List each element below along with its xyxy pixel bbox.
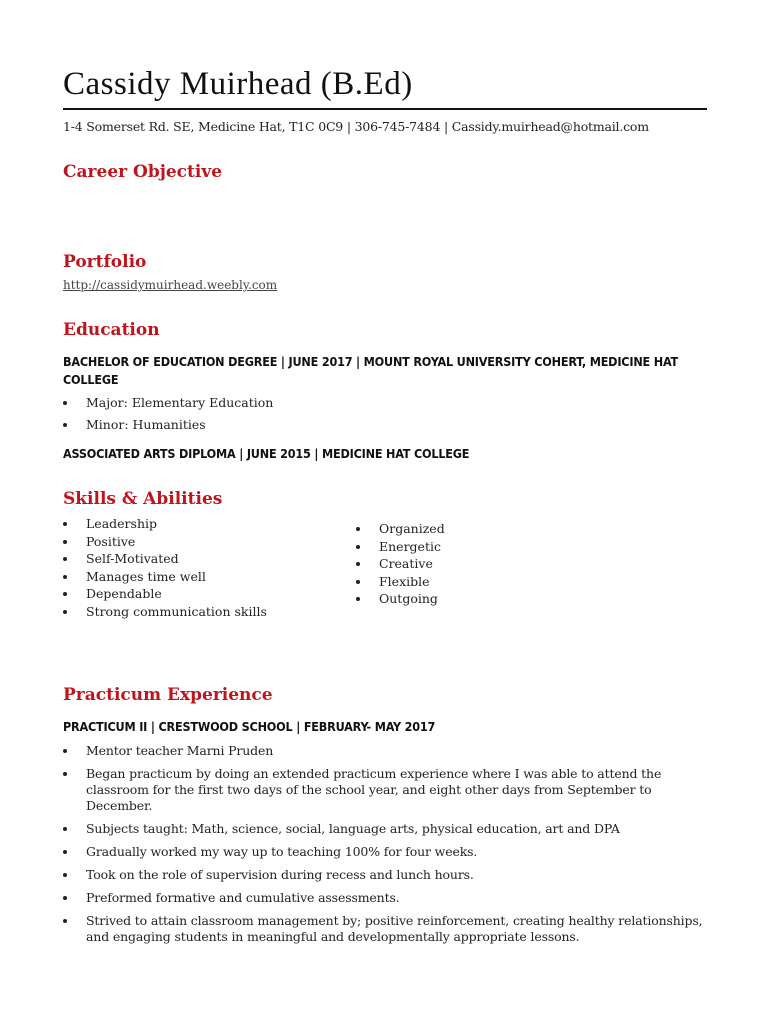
list-item: Outgoing (356, 590, 445, 608)
list-item: Minor: Humanities (63, 417, 273, 433)
list-item: Major: Elementary Education (63, 395, 273, 411)
practicum-list (63, 743, 703, 952)
list-item: Manages time well (63, 568, 267, 586)
list-item: Strived to attain classroom management by; positive reinforcement, creating healthy relationships, and engaging students in meaningful and developmentally appropriate lessons. (63, 913, 703, 945)
list-item: Preformed formative and cumulative assessments. (63, 890, 703, 906)
contact-line: 1-4 Somerset Rd. SE, Medicine Hat, T1C 0C9 | 306-745-7484 | Cassidy.muirhead@hotmail.com (63, 119, 649, 134)
list-item: Energetic (356, 538, 445, 556)
portfolio-link[interactable]: http://cassidymuirhead.weebly.com (63, 278, 278, 292)
list-item: Dependable (63, 585, 267, 603)
list-item: Leadership (63, 515, 267, 533)
skills-list-right (356, 520, 445, 608)
list-item: Positive (63, 533, 267, 551)
list-item: Self-Motivated (63, 550, 267, 568)
skills-heading: Skills & Abilities (63, 489, 223, 509)
education-degree-1: BACHELOR OF EDUCATION DEGREE | JUNE 2017 | MOUNT ROYAL UNIVERSITY COHERT, MEDICINE HAT COLLEGE (63, 354, 678, 387)
list-item: Flexible (356, 573, 445, 591)
list-item: Gradually worked my way up to teaching 100% for four weeks. (63, 844, 703, 860)
skills-list-left (63, 515, 267, 621)
list-item: Organized (356, 520, 445, 538)
list-item: Took on the role of supervision during recess and lunch hours. (63, 867, 703, 883)
candidate-name: Cassidy Muirhead (B.Ed) (63, 66, 413, 102)
practicum-title: PRACTICUM II | CRESTWOOD SCHOOL | FEBRUARY- MAY 2017 (63, 719, 436, 734)
list-item: Strong communication skills (63, 603, 267, 621)
education-heading: Education (63, 320, 160, 340)
portfolio-heading: Portfolio (63, 252, 147, 272)
career-objective-heading: Career Objective (63, 162, 223, 182)
list-item: Began practicum by doing an extended practicum experience where I was able to attend the classroom for the first two days of the school year, and eight other days from September to December. (63, 766, 703, 814)
practicum-heading: Practicum Experience (63, 685, 273, 705)
list-item: Mentor teacher Marni Pruden (63, 743, 703, 759)
education-degree-2: ASSOCIATED ARTS DIPLOMA | JUNE 2015 | MEDICINE HAT COLLEGE (63, 446, 470, 461)
education-degree-1-list (63, 395, 273, 439)
list-item: Creative (356, 555, 445, 573)
list-item: Subjects taught: Math, science, social, language arts, physical education, art and DPA (63, 821, 703, 837)
header-divider (63, 108, 707, 110)
